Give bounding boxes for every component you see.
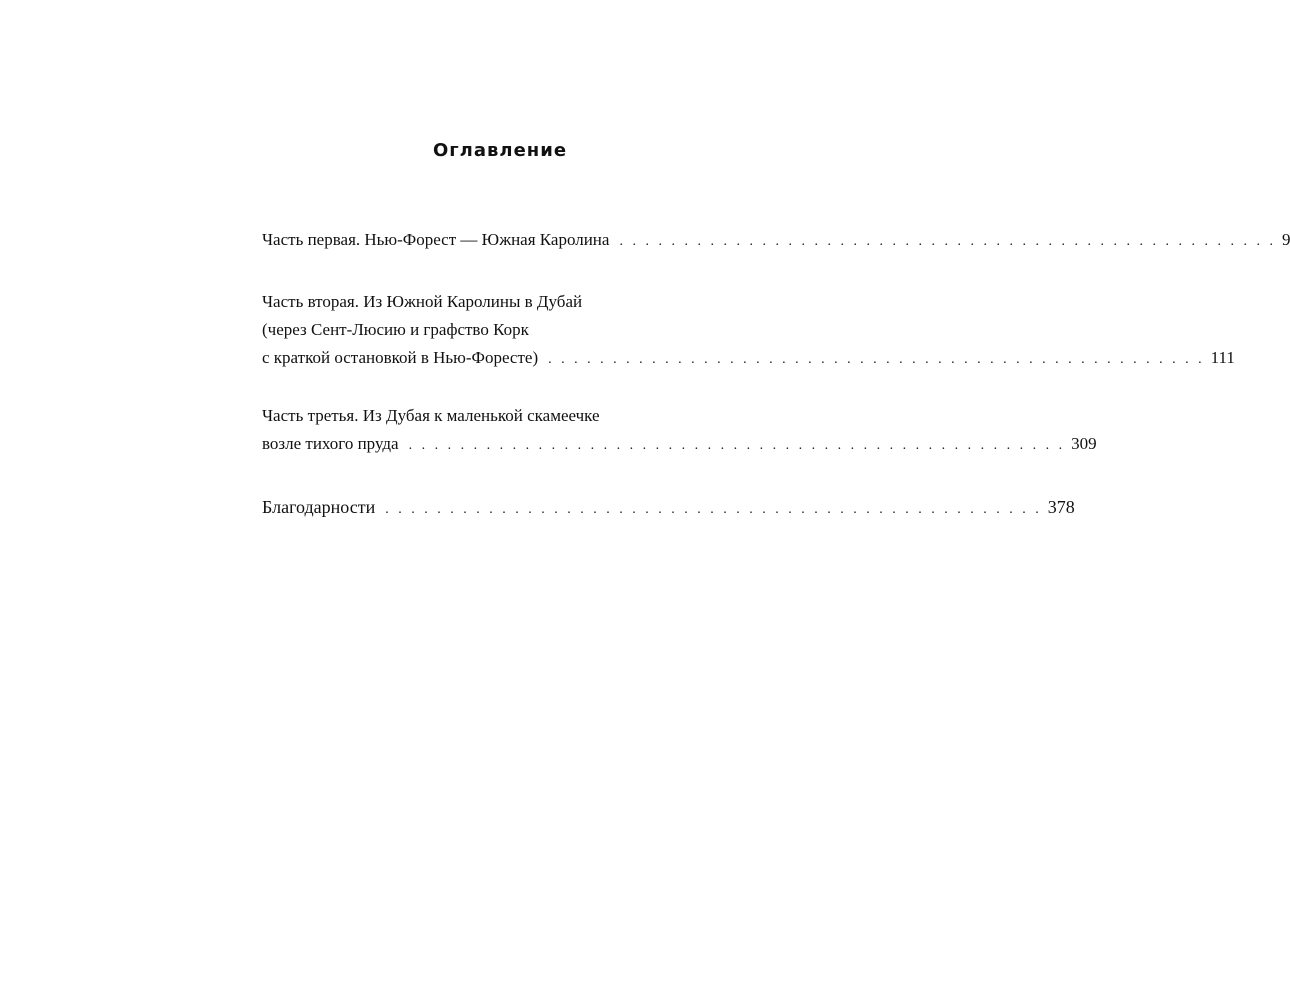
toc-entry-line — [262, 316, 736, 344]
toc-entry-acknowledgements — [262, 493, 1075, 521]
toc-entry-title: Часть вторая. Из Южной Каролины в Дубай — [262, 292, 583, 311]
toc-entry-line — [262, 430, 1097, 458]
toc-entry-line — [262, 402, 736, 430]
toc-entry-title: Благодарности — [262, 497, 376, 517]
toc-entry-title-continued: (через Сент-Люсию и графство Корк — [262, 320, 529, 339]
toc-entry-part-one — [262, 226, 1290, 254]
toc-page-number: 309 — [1071, 434, 1097, 453]
toc-page-number: 111 — [1210, 348, 1235, 367]
toc-entry-title-continued: с краткой остановкой в Нью-Форесте) — [262, 348, 539, 367]
dot-leader: . . . . . . . . . . . . . . . . . . . . . . . . . . . . . . . . . . . . . . . . . . . . . . . . . . . — [619, 234, 1276, 249]
toc-entry-title: Часть первая. Нью-Форест — Южная Каролина — [262, 230, 610, 249]
toc-page-number: 378 — [1047, 497, 1075, 517]
dot-leader: . . . . . . . . . . . . . . . . . . . . . . . . . . . . . . . . . . . . . . . . . . . . . . . . . . . — [548, 352, 1205, 367]
toc-page-number: 9 — [1281, 230, 1290, 249]
toc-entry-line — [262, 288, 736, 316]
dot-leader: . . . . . . . . . . . . . . . . . . . . . . . . . . . . . . . . . . . . . . . . . . . . . . . . . . . — [385, 502, 1042, 517]
toc-entry-title: Часть третья. Из Дубая к маленькой скамеечке — [262, 406, 600, 425]
toc-entry-line — [262, 344, 1235, 372]
dot-leader: . . . . . . . . . . . . . . . . . . . . . . . . . . . . . . . . . . . . . . . . . . . . . . . . . . . — [408, 438, 1066, 453]
toc-entry-line — [262, 226, 1290, 254]
toc-entry-part-two — [262, 288, 1235, 372]
toc-entry-line — [262, 493, 1075, 521]
toc-title: Оглавление — [432, 140, 568, 161]
toc-entry-part-three — [262, 402, 1097, 458]
toc-entry-title-continued: возле тихого пруда — [262, 434, 399, 453]
